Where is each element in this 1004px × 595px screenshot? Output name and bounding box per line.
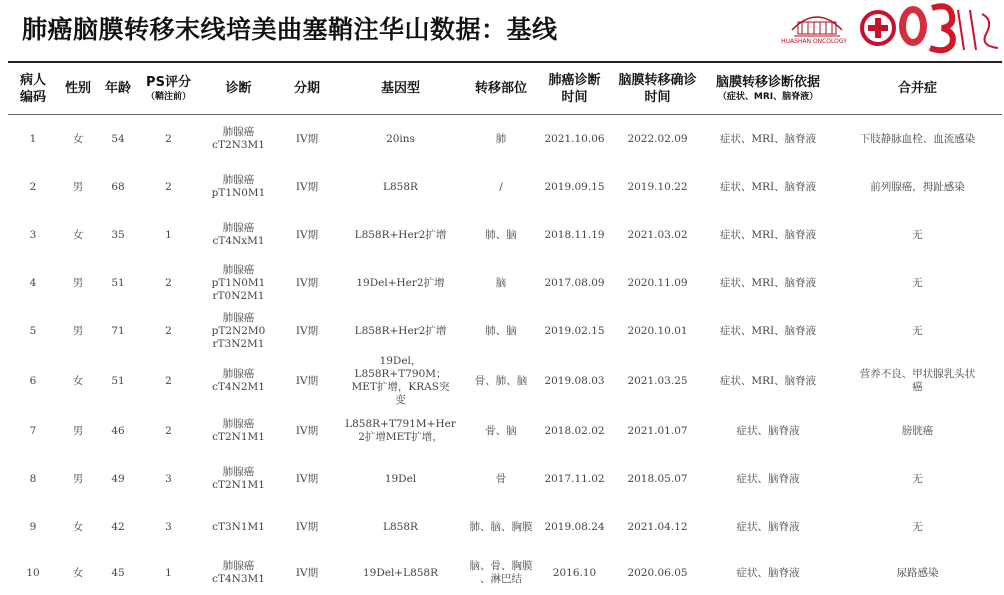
cell-patient-id: 10 — [8, 551, 58, 595]
cell-patient-id: 9 — [8, 503, 58, 551]
cell-lm-diagnostic-basis: 症状、MRI、脑脊液 — [703, 211, 833, 259]
cell-diagnosis: 肺腺癌 cT4N3M1 — [199, 551, 278, 595]
cell-age: 35 — [98, 211, 138, 259]
cell-metastasis-site: 脑、骨、胸膜 、淋巴结 — [465, 551, 537, 595]
cell-comorbidity: 前列腺癌，拇趾感染 — [833, 163, 1002, 211]
cell-sex: 男 — [58, 407, 98, 455]
cell-comorbidity: 无 — [833, 503, 1002, 551]
cell-lm-diagnostic-basis: 症状、脑脊液 — [703, 503, 833, 551]
cell-diagnosis: 肺腺癌 cT2N1M1 — [199, 407, 278, 455]
cell-lm-confirmation-date: 2020.10.01 — [612, 307, 703, 355]
cell-stage: IV期 — [278, 211, 336, 259]
cell-comorbidity: 无 — [833, 307, 1002, 355]
header-stage — [278, 62, 336, 115]
cell-diagnosis: cT3N1M1 — [199, 503, 278, 551]
cell-ps-score: 2 — [138, 355, 199, 407]
header-ps-score — [138, 62, 199, 115]
cell-lung-cancer-diagnosis-date: 2019.02.15 — [537, 307, 612, 355]
header-age — [98, 62, 138, 115]
cell-sex: 男 — [58, 163, 98, 211]
cell-ps-score: 2 — [138, 163, 199, 211]
table-row — [8, 163, 1002, 211]
cell-lm-confirmation-date: 2021.03.02 — [612, 211, 703, 259]
cell-diagnosis: 肺腺癌 cT4NxM1 — [199, 211, 278, 259]
cell-stage: IV期 — [278, 115, 336, 164]
table-row — [8, 307, 1002, 355]
cell-genotype: L858R+T791M+Her 2扩增MET扩增， — [336, 407, 465, 455]
cell-lm-diagnostic-basis: 症状、MRI、脑脊液 — [703, 163, 833, 211]
cell-lm-confirmation-date: 2021.01.07 — [612, 407, 703, 455]
header-comorbidity — [833, 62, 1002, 115]
cell-lm-diagnostic-basis: 症状、MRI、脑脊液 — [703, 307, 833, 355]
cell-stage: IV期 — [278, 551, 336, 595]
huashan-oncology-logo-text: HUASHAN ONCOLOGY — [774, 38, 854, 45]
cell-sex: 女 — [58, 211, 98, 259]
cell-age: 54 — [98, 115, 138, 164]
header-sex — [58, 62, 98, 115]
cell-genotype: L858R+Her2扩增 — [336, 307, 465, 355]
header-label: 肺癌诊断 时间 — [548, 73, 600, 105]
cell-metastasis-site: 肺 — [465, 115, 537, 164]
page-title: 肺癌脑膜转移末线培美曲塞鞘注华山数据：基线 — [22, 10, 558, 46]
header-label: 转移部位 — [475, 81, 527, 96]
cell-lm-confirmation-date: 2022.02.09 — [612, 115, 703, 164]
cell-lm-diagnostic-basis: 症状、脑脊液 — [703, 407, 833, 455]
table-header-row — [8, 62, 1002, 115]
table-row — [8, 355, 1002, 407]
cell-diagnosis: 肺腺癌 pT2N2M0 rT3N2M1 — [199, 307, 278, 355]
cell-comorbidity: 尿路感染 — [833, 551, 1002, 595]
cell-lm-diagnostic-basis: 症状、脑脊液 — [703, 551, 833, 595]
cell-genotype: 19Del+L858R — [336, 551, 465, 595]
cell-age: 46 — [98, 407, 138, 455]
cell-sex: 女 — [58, 503, 98, 551]
cell-lm-confirmation-date: 2018.05.07 — [612, 455, 703, 503]
cell-metastasis-site: / — [465, 163, 537, 211]
cell-diagnosis: 肺腺癌 cT2N1M1 — [199, 455, 278, 503]
cell-age: 68 — [98, 163, 138, 211]
cell-lm-confirmation-date: 2021.04.12 — [612, 503, 703, 551]
cell-lung-cancer-diagnosis-date: 2018.02.02 — [537, 407, 612, 455]
cell-ps-score: 1 — [138, 551, 199, 595]
cell-sex: 男 — [58, 455, 98, 503]
cell-lm-confirmation-date: 2019.10.22 — [612, 163, 703, 211]
cell-ps-score: 1 — [138, 211, 199, 259]
cell-stage: IV期 — [278, 503, 336, 551]
header-metastasis-site — [465, 62, 537, 115]
cell-patient-id: 2 — [8, 163, 58, 211]
table-row — [8, 259, 1002, 307]
cell-genotype: L858R+Her2扩增 — [336, 211, 465, 259]
cell-sex: 女 — [58, 551, 98, 595]
cell-stage: IV期 — [278, 259, 336, 307]
cell-sex: 男 — [58, 307, 98, 355]
cell-lung-cancer-diagnosis-date: 2017.08.09 — [537, 259, 612, 307]
cell-sex: 男 — [58, 259, 98, 307]
cell-lm-diagnostic-basis: 症状、MRI、脑脊液 — [703, 259, 833, 307]
table-row — [8, 455, 1002, 503]
cell-age: 51 — [98, 355, 138, 407]
cell-diagnosis: 肺腺癌 cT4N2M1 — [199, 355, 278, 407]
table-row — [8, 115, 1002, 164]
cell-age: 45 — [98, 551, 138, 595]
cell-metastasis-site: 骨 — [465, 455, 537, 503]
cell-patient-id: 1 — [8, 115, 58, 164]
header-diagnosis — [199, 62, 278, 115]
cell-diagnosis: 肺腺癌 pT1N0M1 — [199, 163, 278, 211]
header-label: 诊断 — [225, 81, 251, 96]
header-label: 年龄 — [105, 81, 131, 96]
cell-lm-confirmation-date: 2020.06.05 — [612, 551, 703, 595]
conference-logo — [858, 0, 1004, 56]
cell-stage: IV期 — [278, 455, 336, 503]
cell-metastasis-site: 肺、脑、胸膜 — [465, 503, 537, 551]
header-lung-cancer-diagnosis-date — [537, 62, 612, 115]
cell-age: 42 — [98, 503, 138, 551]
header-label: 脑膜转移确诊 时间 — [618, 73, 696, 105]
header-label: 性别 — [65, 81, 91, 96]
header-label: 基因型 — [381, 81, 420, 96]
cell-ps-score: 3 — [138, 503, 199, 551]
cell-age: 51 — [98, 259, 138, 307]
header-patient-id — [8, 62, 58, 115]
cell-lung-cancer-diagnosis-date: 2021.10.06 — [537, 115, 612, 164]
cell-stage: IV期 — [278, 307, 336, 355]
cell-comorbidity: 无 — [833, 259, 1002, 307]
cell-genotype: 20ins — [336, 115, 465, 164]
cell-stage: IV期 — [278, 163, 336, 211]
cell-ps-score: 2 — [138, 115, 199, 164]
header-label: PS评分 — [146, 75, 191, 90]
cell-sex: 女 — [58, 355, 98, 407]
header-label: 病人 编码 — [20, 73, 46, 105]
cell-lung-cancer-diagnosis-date: 2019.08.03 — [537, 355, 612, 407]
header-label: 脑膜转移诊断依据 — [716, 75, 820, 90]
cell-lung-cancer-diagnosis-date: 2019.09.15 — [537, 163, 612, 211]
cell-ps-score: 2 — [138, 307, 199, 355]
cell-metastasis-site: 肺、脑 — [465, 211, 537, 259]
cell-metastasis-site: 肺、脑 — [465, 307, 537, 355]
header-label: 合并症 — [898, 81, 937, 96]
cell-patient-id: 3 — [8, 211, 58, 259]
cell-sex: 女 — [58, 115, 98, 164]
cell-lm-diagnostic-basis: 症状、脑脊液 — [703, 455, 833, 503]
header-label: 分期 — [294, 81, 320, 96]
cell-comorbidity: 下肢静脉血栓、血流感染 — [833, 115, 1002, 164]
table-row — [8, 503, 1002, 551]
cell-metastasis-site: 骨、肺、脑 — [465, 355, 537, 407]
cell-lung-cancer-diagnosis-date: 2016.10 — [537, 551, 612, 595]
header-sublabel: （鞘注前） — [138, 91, 199, 103]
table-body — [8, 115, 1002, 595]
cell-genotype: 19Del+Her2扩增 — [336, 259, 465, 307]
header-lm-diagnostic-basis — [703, 62, 833, 115]
header-lm-confirmation-date — [612, 62, 703, 115]
cell-lm-confirmation-date: 2020.11.09 — [612, 259, 703, 307]
cell-comorbidity: 无 — [833, 455, 1002, 503]
cell-stage: IV期 — [278, 355, 336, 407]
patient-baseline-table — [8, 61, 1002, 595]
cell-metastasis-site: 脑 — [465, 259, 537, 307]
cell-stage: IV期 — [278, 407, 336, 455]
table-row — [8, 551, 1002, 595]
cell-age: 49 — [98, 455, 138, 503]
table-row — [8, 211, 1002, 259]
cell-genotype: L858R — [336, 503, 465, 551]
cell-age: 71 — [98, 307, 138, 355]
cell-lung-cancer-diagnosis-date: 2019.08.24 — [537, 503, 612, 551]
cell-genotype: 19Del， L858R+T790M； MET扩增，KRAS突 变 — [336, 355, 465, 407]
cell-lm-diagnostic-basis: 症状、MRI、脑脊液 — [703, 115, 833, 164]
cell-comorbidity: 膀胱癌 — [833, 407, 1002, 455]
cell-patient-id: 8 — [8, 455, 58, 503]
cell-lm-confirmation-date: 2021.03.25 — [612, 355, 703, 407]
cell-metastasis-site: 骨、脑 — [465, 407, 537, 455]
cell-genotype: 19Del — [336, 455, 465, 503]
cell-ps-score: 2 — [138, 259, 199, 307]
table-row — [8, 407, 1002, 455]
header-genotype — [336, 62, 465, 115]
logo-area — [774, 0, 1004, 56]
cell-comorbidity: 无 — [833, 211, 1002, 259]
cell-diagnosis: 肺腺癌 pT1N0M1 rT0N2M1 — [199, 259, 278, 307]
cell-ps-score: 2 — [138, 407, 199, 455]
cell-diagnosis: 肺腺癌 cT2N3M1 — [199, 115, 278, 164]
cell-patient-id: 6 — [8, 355, 58, 407]
cell-lm-diagnostic-basis: 症状、MRI、脑脊液 — [703, 355, 833, 407]
cell-comorbidity: 营养不良、甲状腺乳头状 癌 — [833, 355, 1002, 407]
cell-lung-cancer-diagnosis-date: 2017.11.02 — [537, 455, 612, 503]
cell-patient-id: 5 — [8, 307, 58, 355]
header-sublabel: （症状、MRI、脑脊液） — [703, 91, 833, 103]
cell-genotype: L858R — [336, 163, 465, 211]
cell-patient-id: 7 — [8, 407, 58, 455]
cell-lung-cancer-diagnosis-date: 2018.11.19 — [537, 211, 612, 259]
cell-ps-score: 3 — [138, 455, 199, 503]
cell-patient-id: 4 — [8, 259, 58, 307]
